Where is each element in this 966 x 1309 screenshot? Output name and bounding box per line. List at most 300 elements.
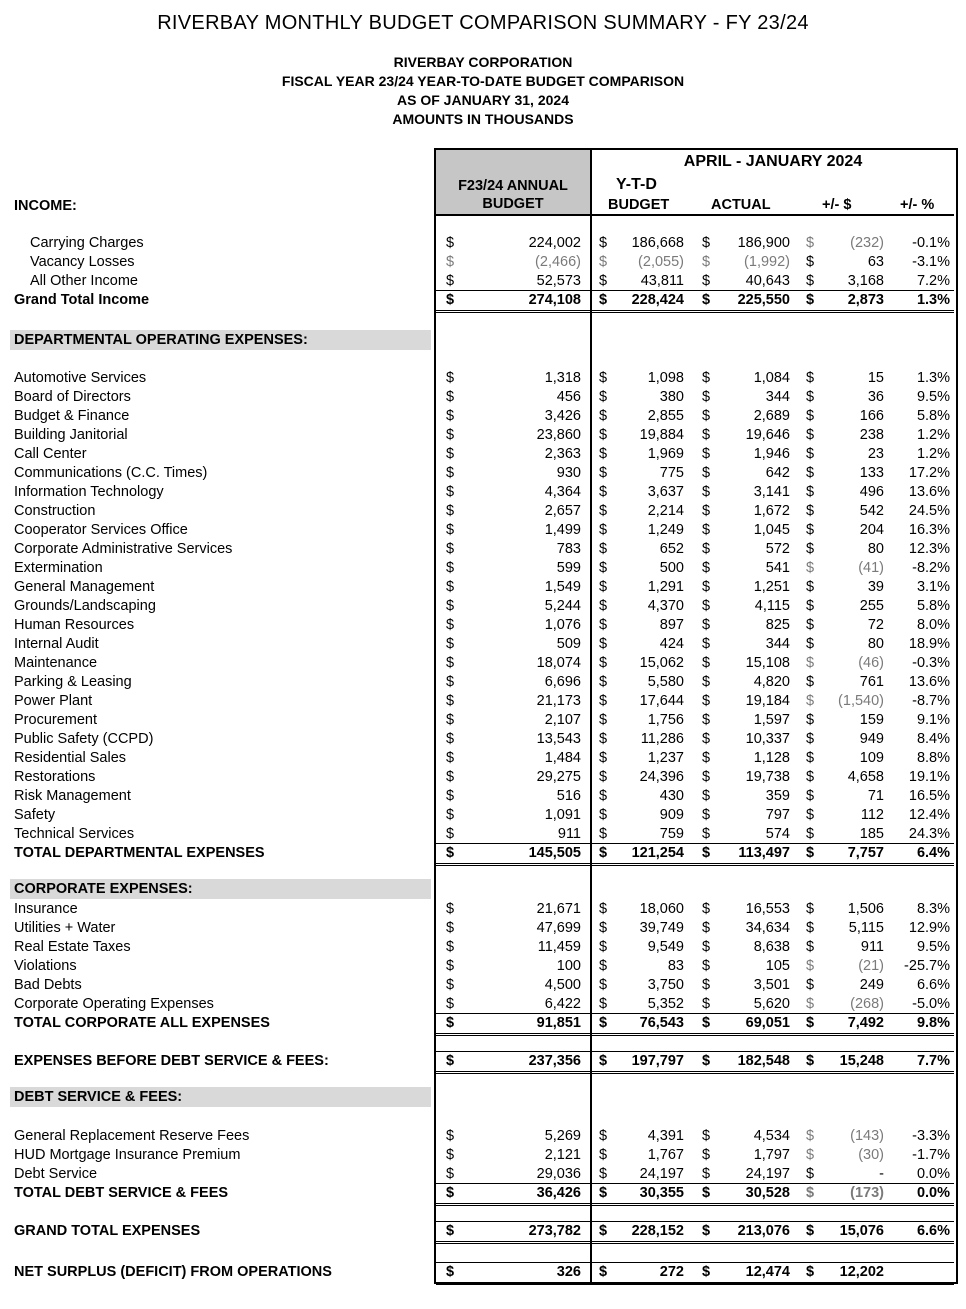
row-label: Technical Services [14, 826, 135, 842]
total-rule-top [436, 290, 954, 291]
annual-budget-value: 91,851 [536, 1015, 581, 1031]
dollar-sign: $ [702, 977, 711, 993]
dollar-sign: $ [806, 939, 815, 955]
report-title: RIVERBAY MONTHLY BUDGET COMPARISON SUMMARY - FY 23/24 [157, 12, 809, 34]
dollar-sign: $ [599, 408, 608, 424]
variance-dollar-value: 63 [867, 254, 884, 270]
dollar-sign: $ [446, 254, 455, 270]
row-label: General Management [14, 579, 155, 595]
dollar-sign: $ [702, 674, 711, 690]
ytd-budget-value: 652 [659, 541, 684, 557]
variance-percent-value: 24.5% [908, 503, 950, 519]
dollar-sign: $ [702, 446, 711, 462]
variance-percent-value: 12.9% [908, 920, 950, 936]
dollar-sign: $ [446, 1147, 455, 1163]
annual-budget-header-1: F23/24 ANNUAL [458, 178, 568, 194]
ytd-actual-value: 359 [765, 788, 790, 804]
total-rule-bottom-2 [436, 1205, 954, 1206]
dollar-sign: $ [702, 731, 711, 747]
annual-budget-value: 52,573 [536, 273, 581, 289]
dollar-sign: $ [806, 522, 815, 538]
variance-dollar-value: 7,492 [847, 1015, 884, 1031]
variance-percent-value: 6.6% [916, 977, 950, 993]
total-rule-bottom [436, 310, 954, 311]
dollar-sign: $ [446, 769, 455, 785]
row-label: Information Technology [14, 484, 164, 500]
dollar-sign: $ [599, 750, 608, 766]
annual-budget-value: 6,696 [544, 674, 581, 690]
dollar-sign: $ [702, 408, 711, 424]
annual-budget-value: 2,121 [544, 1147, 581, 1163]
dollar-sign: $ [806, 731, 815, 747]
ytd-budget-value: 1,291 [647, 579, 684, 595]
total-rule-bottom [436, 863, 954, 864]
dollar-sign: $ [599, 522, 608, 538]
annual-budget-value: 509 [556, 636, 581, 652]
variance-dollar-value: 949 [859, 731, 884, 747]
row-label: Internal Audit [14, 636, 99, 652]
dollar-sign: $ [806, 541, 815, 557]
variance-dollar-value: 238 [859, 427, 884, 443]
annual-budget-value: 274,108 [528, 292, 581, 308]
annual-budget-value: 21,671 [536, 901, 581, 917]
dollar-sign: $ [806, 617, 815, 633]
dollar-sign: $ [806, 1015, 815, 1031]
annual-budget-value: 36,426 [536, 1185, 581, 1201]
dollar-sign: $ [446, 996, 455, 1012]
variance-percent-value: 9.1% [916, 712, 950, 728]
dollar-sign: $ [806, 655, 815, 671]
variance-percent-value: 8.4% [916, 731, 950, 747]
variance-percent-value: -5.0% [912, 996, 950, 1012]
row-label: Call Center [14, 446, 87, 462]
dollar-sign: $ [702, 958, 711, 974]
total-rule-top [436, 1221, 954, 1222]
ytd-budget-value: 3,750 [647, 977, 684, 993]
dollar-sign: $ [702, 254, 711, 270]
dollar-sign: $ [599, 920, 608, 936]
ytd-budget-value: 1,767 [647, 1147, 684, 1163]
total-rule-top [436, 1013, 954, 1014]
ytd-budget-value: 83 [667, 958, 684, 974]
row-label: Grand Total Income [14, 292, 150, 308]
variance-percent-value: 9.5% [916, 389, 950, 405]
annual-budget-value: 1,549 [544, 579, 581, 595]
ytd-budget-value: 1,969 [647, 446, 684, 462]
dollar-sign: $ [806, 292, 815, 308]
row-label: Cooperator Services Office [14, 522, 188, 538]
variance-dollar-value: 15,248 [839, 1053, 884, 1069]
ytd-actual-value: 3,141 [753, 484, 790, 500]
ytd-actual-value: 213,076 [737, 1223, 790, 1239]
annual-budget-value: 4,500 [544, 977, 581, 993]
ytd-budget-value: 43,811 [640, 273, 684, 289]
ytd-budget-value: 2,855 [647, 408, 684, 424]
dollar-sign: $ [446, 693, 455, 709]
ytd-budget-value: 15,062 [639, 655, 684, 671]
annual-budget-value: (2,466) [535, 254, 581, 270]
ytd-budget-value: 197,797 [631, 1053, 684, 1069]
variance-percent-value: 6.6% [916, 1223, 950, 1239]
annual-budget-value: 4,364 [544, 484, 581, 500]
row-label: Grounds/Landscaping [14, 598, 156, 614]
variance-percent-value: 19.1% [908, 769, 950, 785]
dollar-sign: $ [446, 408, 455, 424]
ytd-budget-value: (2,055) [638, 254, 684, 270]
total-rule-top [436, 1183, 954, 1184]
variance-percent-value: -3.3% [912, 1128, 950, 1144]
dollar-sign: $ [446, 370, 455, 386]
dollar-sign: $ [702, 807, 711, 823]
dollar-sign: $ [806, 465, 815, 481]
dollar-sign: $ [599, 1128, 608, 1144]
annual-budget-value: 930 [556, 465, 581, 481]
dollar-sign: $ [446, 503, 455, 519]
annual-budget-value: 11,459 [537, 939, 581, 955]
row-label: General Replacement Reserve Fees [14, 1128, 250, 1144]
dollar-sign: $ [702, 427, 711, 443]
ytd-budget-value: 2,214 [647, 503, 684, 519]
dollar-sign: $ [806, 1147, 815, 1163]
dollar-sign: $ [702, 617, 711, 633]
annual-budget-value: 5,244 [544, 598, 581, 614]
header-divider [436, 214, 954, 216]
variance-dollar-value: 7,757 [847, 845, 884, 861]
company-name: RIVERBAY CORPORATION [393, 54, 573, 70]
dollar-sign: $ [702, 503, 711, 519]
ytd-actual-value: 30,528 [745, 1185, 790, 1201]
ytd-actual-value: 19,738 [745, 769, 790, 785]
annual-budget-value: 18,074 [536, 655, 581, 671]
row-label: All Other Income [30, 273, 138, 289]
dollar-sign: $ [702, 788, 711, 804]
dollar-sign: $ [599, 1223, 608, 1239]
row-label: Human Resources [14, 617, 135, 633]
dollar-sign: $ [599, 465, 608, 481]
variance-dollar-value: 159 [859, 712, 884, 728]
dollar-sign: $ [702, 845, 711, 861]
ytd-actual-value: 1,946 [753, 446, 790, 462]
dollar-sign: $ [599, 503, 608, 519]
ytd-budget-value: 39,749 [639, 920, 684, 936]
row-label: EXPENSES BEFORE DEBT SERVICE & FEES: [14, 1053, 329, 1069]
dollar-sign: $ [446, 389, 455, 405]
variance-percent-value: 12.3% [908, 541, 950, 557]
ytd-budget-value: 759 [659, 826, 684, 842]
ytd-budget-value: 500 [659, 560, 684, 576]
dollar-sign: $ [599, 389, 608, 405]
annual-budget-value: 783 [556, 541, 581, 557]
dollar-sign: $ [446, 273, 455, 289]
annual-budget-value: 1,076 [544, 617, 581, 633]
ytd-budget-value: 30,355 [639, 1185, 684, 1201]
row-label: Corporate Operating Expenses [14, 996, 214, 1012]
row-label: TOTAL DEPARTMENTAL EXPENSES [14, 845, 265, 861]
annual-budget-value: 273,782 [528, 1223, 581, 1239]
dollar-sign: $ [446, 1185, 455, 1201]
annual-budget-value: 29,036 [536, 1166, 581, 1182]
variance-percent-value: -8.2% [912, 560, 950, 576]
row-label: Risk Management [14, 788, 131, 804]
dollar-sign: $ [702, 1264, 711, 1280]
dollar-sign: $ [599, 598, 608, 614]
dollar-sign: $ [806, 920, 815, 936]
annual-budget-value: 1,499 [544, 522, 581, 538]
ytd-actual-value: 574 [765, 826, 790, 842]
dollar-sign: $ [702, 541, 711, 557]
variance-dollar-value: 204 [859, 522, 884, 538]
ytd-actual-value: 34,634 [745, 920, 790, 936]
dollar-sign: $ [599, 712, 608, 728]
dollar-sign: $ [806, 996, 815, 1012]
dollar-sign: $ [446, 731, 455, 747]
row-label: Carrying Charges [30, 235, 144, 251]
row-label: Debt Service [14, 1166, 98, 1182]
row-label: Automotive Services [14, 370, 147, 386]
ytd-actual-value: 186,900 [737, 235, 790, 251]
row-label: GRAND TOTAL EXPENSES [14, 1223, 201, 1239]
variance-dollar-value: (21) [858, 958, 884, 974]
annual-budget-value: 237,356 [528, 1053, 581, 1069]
dollar-sign: $ [446, 427, 455, 443]
variance-percent-value: 1.3% [916, 292, 950, 308]
variance-percent-value: 13.6% [908, 674, 950, 690]
dollar-sign: $ [702, 693, 711, 709]
variance-dollar-value: 72 [867, 617, 884, 633]
dollar-sign: $ [806, 1128, 815, 1144]
variance-dollar-value: - [879, 1166, 884, 1182]
ytd-budget-header: BUDGET [608, 197, 670, 213]
variance-percent-value: 24.3% [908, 826, 950, 842]
variance-percent-value: 0.0% [916, 1185, 950, 1201]
ytd-actual-value: (1,992) [744, 254, 790, 270]
dollar-sign: $ [702, 750, 711, 766]
annual-budget-value: 3,426 [544, 408, 581, 424]
dollar-sign: $ [446, 541, 455, 557]
annual-budget-value: 29,275 [536, 769, 581, 785]
row-label: Construction [14, 503, 96, 519]
annual-budget-value: 5,269 [544, 1128, 581, 1144]
ytd-actual-value: 182,548 [737, 1053, 790, 1069]
dollar-sign: $ [806, 503, 815, 519]
dollar-sign: $ [599, 977, 608, 993]
variance-percent-value: 6.4% [916, 845, 950, 861]
variance-dollar-value: (1,540) [838, 693, 884, 709]
ytd-actual-value: 69,051 [745, 1015, 790, 1031]
ytd-actual-value: 105 [765, 958, 790, 974]
row-label: Parking & Leasing [14, 674, 132, 690]
variance-percent-value: -0.1% [912, 235, 950, 251]
dollar-sign: $ [446, 845, 455, 861]
variance-dollar-value: 1,506 [847, 901, 884, 917]
annual-budget-value: 1,484 [544, 750, 581, 766]
variance-dollar-value: 496 [859, 484, 884, 500]
dollar-sign: $ [702, 939, 711, 955]
dollar-sign: $ [599, 484, 608, 500]
ytd-actual-value: 1,597 [753, 712, 790, 728]
dollar-sign: $ [702, 484, 711, 500]
annual-budget-value: 145,505 [528, 845, 581, 861]
ytd-budget-value: 424 [659, 636, 684, 652]
variance-percent-value: -25.7% [904, 958, 950, 974]
dollar-sign: $ [806, 901, 815, 917]
variance-dollar-value: 80 [867, 636, 884, 652]
dollar-sign: $ [806, 977, 815, 993]
variance-dollar-value: 71 [867, 788, 884, 804]
variance-dollar-value: (30) [858, 1147, 884, 1163]
variance-dollar-value: 542 [859, 503, 884, 519]
ytd-budget-value: 228,424 [631, 292, 684, 308]
variance-dollar-value: 4,658 [847, 769, 884, 785]
row-label: Violations [14, 958, 77, 974]
ytd-actual-value: 1,251 [753, 579, 790, 595]
dollar-sign: $ [806, 958, 815, 974]
dollar-sign: $ [446, 1015, 455, 1031]
dollar-sign: $ [806, 560, 815, 576]
variance-percent-header: +/- % [900, 197, 935, 213]
dollar-sign: $ [702, 655, 711, 671]
dollar-sign: $ [702, 560, 711, 576]
ytd-actual-value: 15,108 [745, 655, 790, 671]
variance-dollar-value: 166 [859, 408, 884, 424]
dollar-sign: $ [806, 674, 815, 690]
total-rule-bottom [436, 1071, 954, 1072]
ytd-actual-value: 10,337 [745, 731, 790, 747]
variance-percent-value: 5.8% [916, 598, 950, 614]
dollar-sign: $ [599, 1264, 608, 1280]
ytd-budget-value: 5,580 [647, 674, 684, 690]
ytd-actual-value: 16,553 [745, 901, 790, 917]
dollar-sign: $ [702, 712, 711, 728]
total-rule-bottom-2 [436, 1243, 954, 1244]
annual-budget-value: 23,860 [536, 427, 581, 443]
ytd-budget-value: 24,396 [639, 769, 684, 785]
dollar-sign: $ [599, 958, 608, 974]
row-label: Communications (C.C. Times) [14, 465, 208, 481]
variance-dollar-value: (173) [850, 1185, 884, 1201]
ytd-budget-value: 272 [659, 1264, 684, 1280]
ytd-actual-value: 12,474 [745, 1264, 790, 1280]
ytd-actual-header: ACTUAL [711, 197, 771, 213]
dollar-sign: $ [446, 1223, 455, 1239]
ytd-actual-value: 1,128 [753, 750, 790, 766]
dollar-sign: $ [599, 636, 608, 652]
dollar-sign: $ [702, 1128, 711, 1144]
total-rule-bottom-2 [436, 865, 954, 866]
total-rule-bottom [436, 1033, 954, 1034]
variance-percent-value: 18.9% [908, 636, 950, 652]
dollar-sign: $ [599, 1015, 608, 1031]
ytd-actual-value: 40,643 [745, 273, 790, 289]
report-name: FISCAL YEAR 23/24 YEAR-TO-DATE BUDGET COMPARISON [281, 73, 685, 89]
dollar-sign: $ [702, 901, 711, 917]
dollar-sign: $ [806, 750, 815, 766]
annual-budget-value: 47,699 [536, 920, 581, 936]
ytd-budget-value: 909 [659, 807, 684, 823]
ytd-actual-value: 4,115 [754, 598, 790, 614]
dollar-sign: $ [446, 1166, 455, 1182]
dollar-sign: $ [599, 655, 608, 671]
dollar-sign: $ [599, 292, 608, 308]
dollar-sign: $ [446, 446, 455, 462]
ytd-budget-value: 1,249 [647, 522, 684, 538]
ytd-actual-value: 797 [765, 807, 790, 823]
annual-budget-value: 224,002 [528, 235, 581, 251]
section-label: DEBT SERVICE & FEES: [14, 1089, 183, 1105]
variance-percent-value: -8.7% [912, 693, 950, 709]
dollar-sign: $ [806, 446, 815, 462]
dollar-sign: $ [599, 939, 608, 955]
variance-percent-value: 12.4% [908, 807, 950, 823]
ytd-budget-value: 186,668 [631, 235, 684, 251]
variance-dollar-value: 12,202 [839, 1264, 884, 1280]
variance-percent-value: -0.3% [912, 655, 950, 671]
annual-budget-value: 2,107 [544, 712, 581, 728]
annual-budget-value: 1,318 [544, 370, 581, 386]
row-label: Extermination [14, 560, 103, 576]
row-label: Procurement [14, 712, 98, 728]
as-of-date: AS OF JANUARY 31, 2024 [397, 92, 569, 108]
dollar-sign: $ [702, 579, 711, 595]
dollar-sign: $ [806, 389, 815, 405]
ytd-actual-value: 344 [765, 636, 790, 652]
row-label: Building Janitorial [14, 427, 128, 443]
section-label: CORPORATE EXPENSES: [14, 881, 193, 897]
dollar-sign: $ [702, 598, 711, 614]
dollar-sign: $ [806, 254, 815, 270]
ytd-budget-value: 4,391 [647, 1128, 684, 1144]
dollar-sign: $ [446, 484, 455, 500]
variance-dollar-value: 112 [860, 807, 884, 823]
variance-dollar-value: 39 [867, 579, 884, 595]
total-rule-top [436, 1051, 954, 1052]
dollar-sign: $ [599, 254, 608, 270]
dollar-sign: $ [599, 273, 608, 289]
dollar-sign: $ [806, 1223, 815, 1239]
dollar-sign: $ [446, 1264, 455, 1280]
row-label: TOTAL DEBT SERVICE & FEES [14, 1185, 229, 1201]
dollar-sign: $ [599, 617, 608, 633]
dollar-sign: $ [446, 920, 455, 936]
dollar-sign: $ [702, 920, 711, 936]
ytd-budget-value: 1,098 [647, 370, 684, 386]
total-rule-bottom-2 [436, 1035, 954, 1036]
ytd-actual-value: 825 [765, 617, 790, 633]
variance-percent-value: 1.2% [916, 446, 950, 462]
row-label: HUD Mortgage Insurance Premium [14, 1147, 241, 1163]
dollar-sign: $ [599, 1166, 608, 1182]
dollar-sign: $ [806, 636, 815, 652]
annual-budget-value: 456 [556, 389, 581, 405]
annual-budget-value: 21,173 [536, 693, 581, 709]
ytd-actual-value: 642 [765, 465, 790, 481]
annual-budget-value: 326 [556, 1264, 581, 1280]
dollar-sign: $ [446, 560, 455, 576]
dollar-sign: $ [599, 996, 608, 1012]
row-label: Public Safety (CCPD) [14, 731, 154, 747]
dollar-sign: $ [806, 788, 815, 804]
dollar-sign: $ [446, 977, 455, 993]
dollar-sign: $ [702, 636, 711, 652]
ytd-actual-value: 225,550 [737, 292, 790, 308]
dollar-sign: $ [599, 235, 608, 251]
variance-percent-value: -3.1% [912, 254, 950, 270]
dollar-sign: $ [702, 996, 711, 1012]
variance-percent-value: 5.8% [916, 408, 950, 424]
ytd-budget-value: 775 [659, 465, 684, 481]
row-label: Restorations [14, 769, 96, 785]
dollar-sign: $ [599, 901, 608, 917]
